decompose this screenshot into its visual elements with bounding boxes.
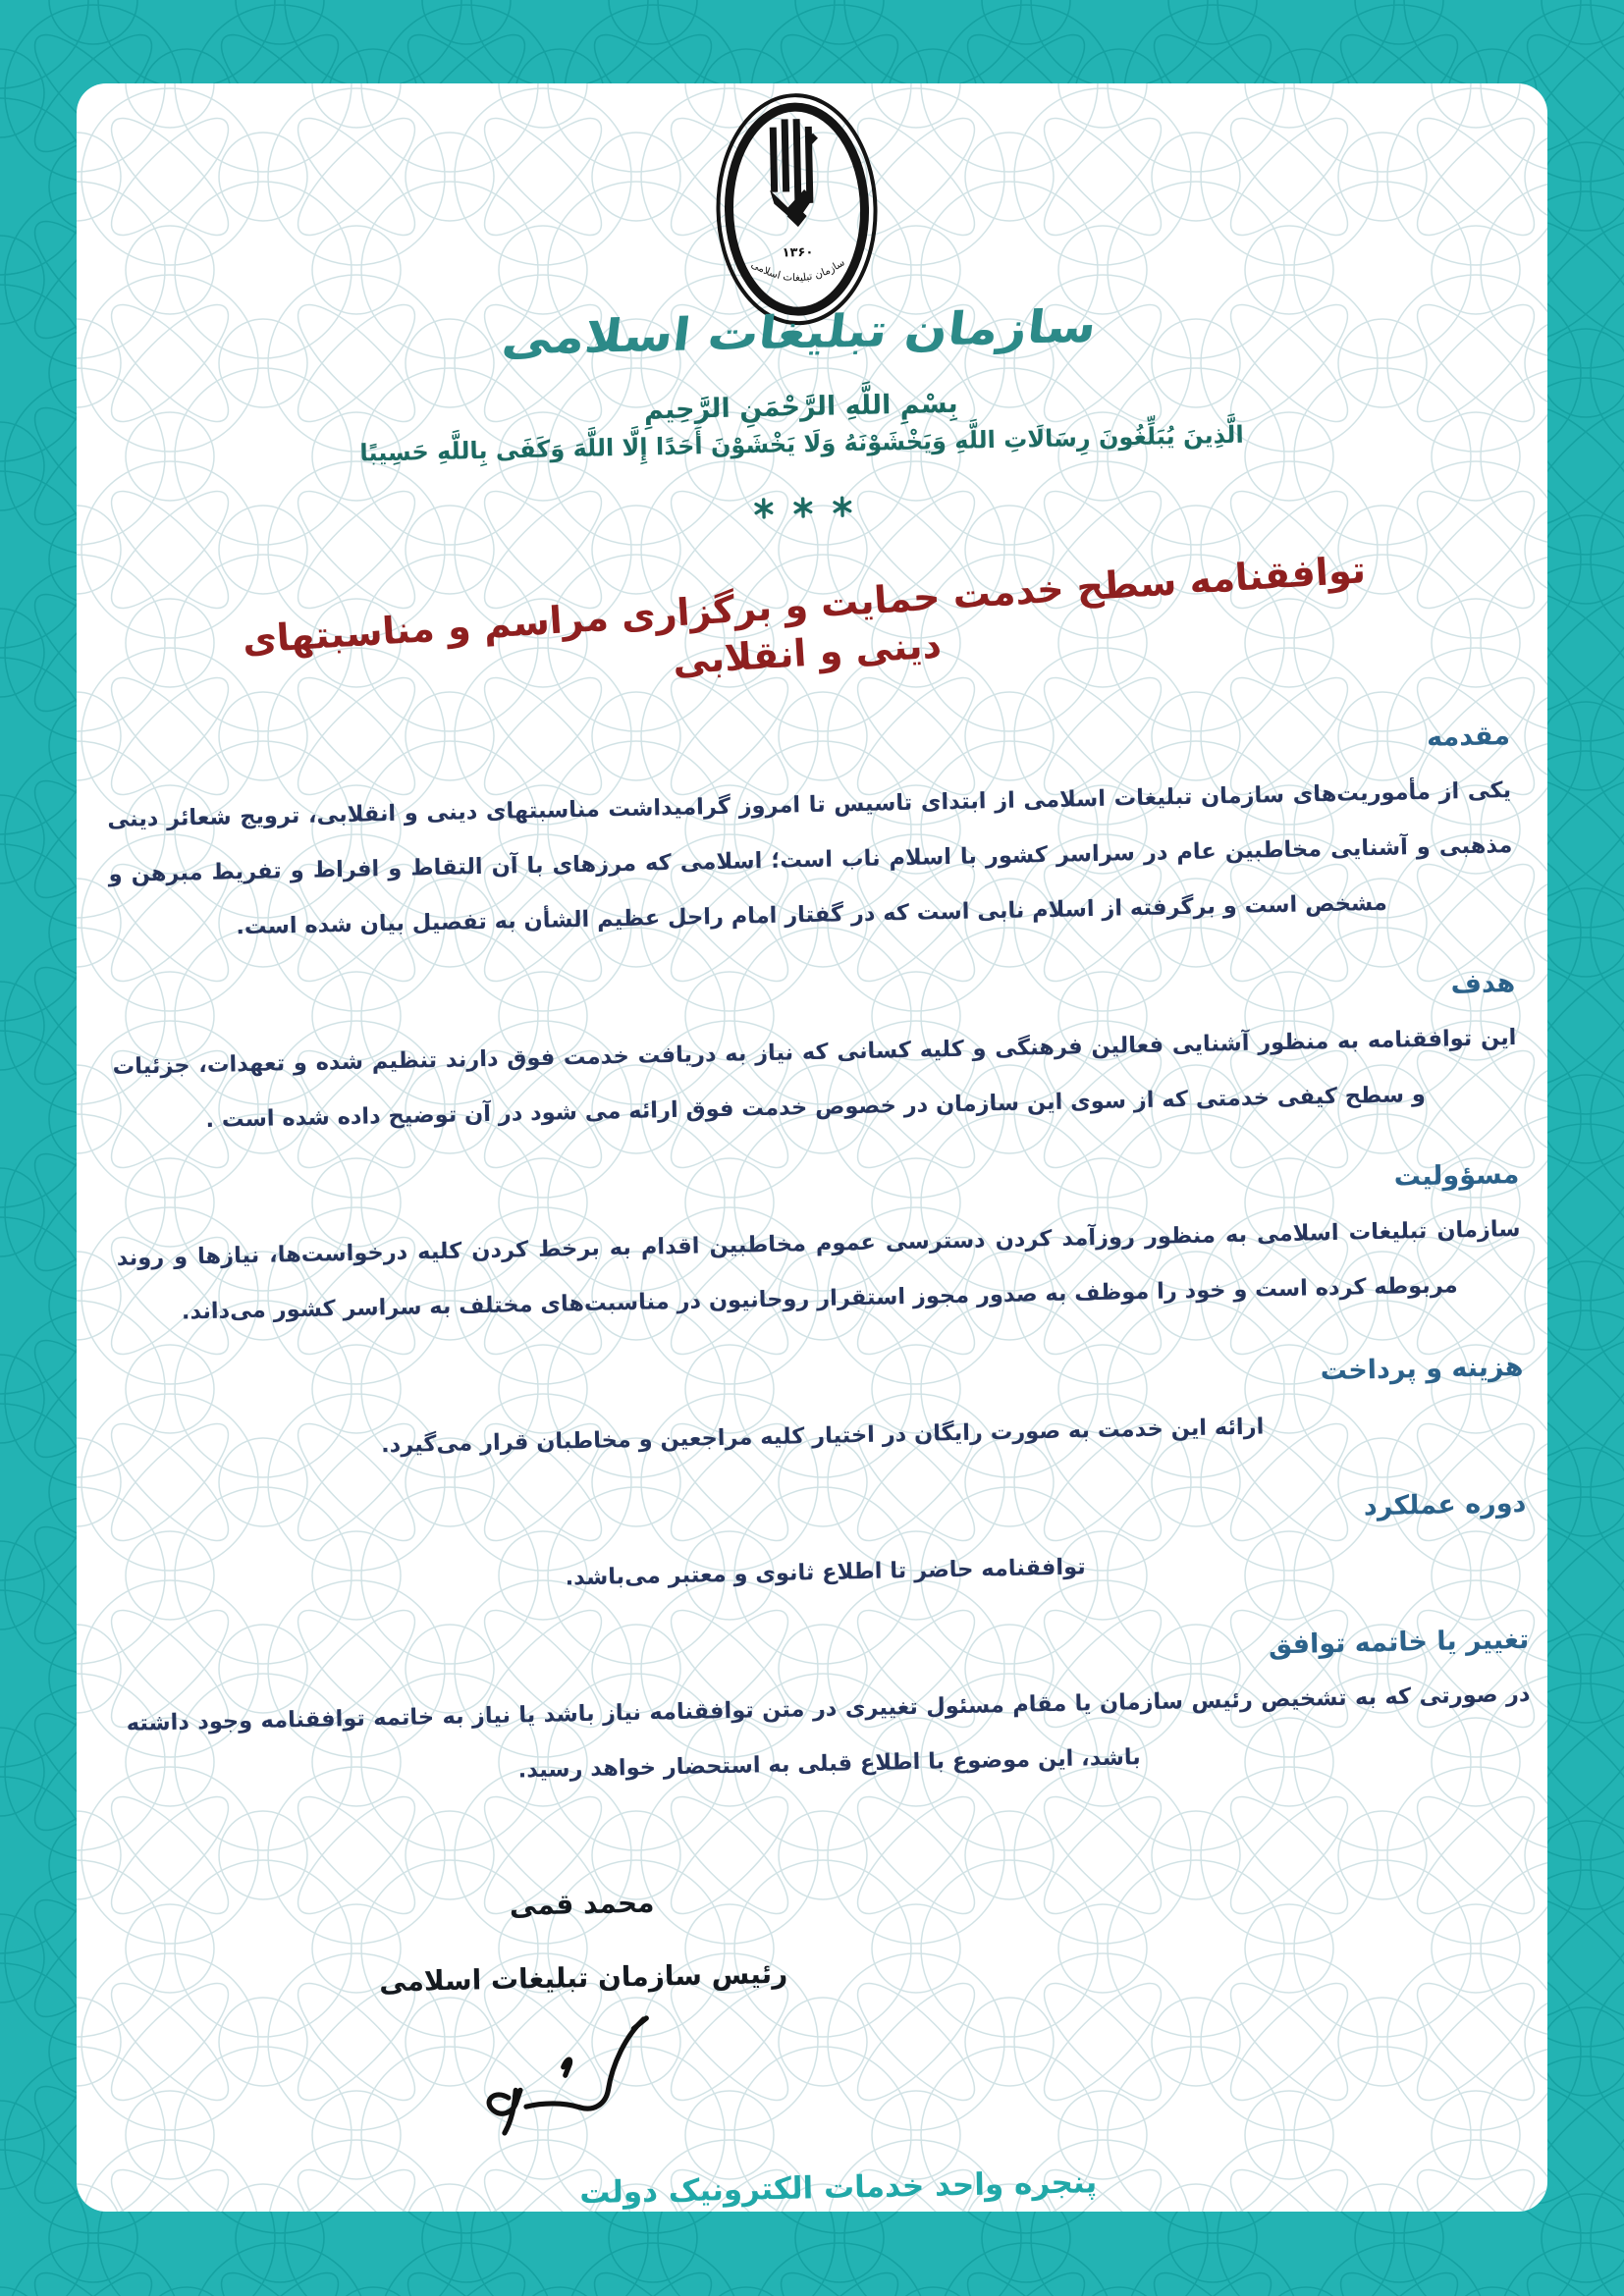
section-heading: دوره عملکرد xyxy=(1363,1487,1527,1522)
section-body: ارائه این خدمت به صورت رایگان در اختیار کلیه مراجعین و مخاطبان قرار می‌گیرد. xyxy=(380,1414,1265,1458)
bismillah-line: بِسْمِ اللَّهِ الرَّحْمَنِ الرَّحِيمِ xyxy=(643,388,958,426)
section-heading: مسؤولیت xyxy=(1393,1159,1520,1193)
section-goal xyxy=(111,968,1518,1149)
ornament-stars xyxy=(101,480,1505,539)
signature-scribble-icon xyxy=(449,2004,697,2166)
section-heading: مقدمه xyxy=(1426,720,1511,753)
section-body: در صورتی که به تشخیص رئیس سازمان یا مقام مسئول تغییری در متن توافقنامه نیاز باشد یا نیاز به خاتمه توافقنامه وجود داشته باشد، این موضوع با اطلاع قبلی به استحضار خواهد رسید. xyxy=(126,1681,1531,1784)
section-introduction xyxy=(106,721,1514,958)
document-sections xyxy=(106,721,1532,1806)
signatory-role: رئیس سازمان تبلیغات اسلامی xyxy=(378,1956,788,1998)
signature-block xyxy=(77,1873,1285,2008)
section-change-termination xyxy=(125,1625,1532,1806)
section-body: سازمان تبلیغات اسلامی به منظور روزآمد کردن دسترسی عموم مخاطبین اقدام به برخط کردن کلیه درخواست‌ها، نیازها و روند مربوطه کرده است و خود را موظف به صدور مجوز استقرار روحانیون در مناسبت‌های مختلف به سراسر کشور می‌داند. xyxy=(116,1215,1521,1325)
signatory-name: محمد قمی xyxy=(509,1886,655,1922)
star-ornament-icon xyxy=(744,494,863,522)
logo-emblem-icon xyxy=(707,85,887,333)
document-title: توافقنامه سطح خدمت حمایت و برگزاری مراسم و مناسبتهای دینی و انقلابی xyxy=(241,548,1368,683)
section-heading: هزینه و پرداخت xyxy=(1320,1351,1524,1386)
footer-text: پنجره واحد خدمات الکترونیک دولت xyxy=(578,2164,1098,2212)
section-responsibility xyxy=(115,1159,1522,1341)
paper xyxy=(77,83,1547,2212)
logo-org-small-text: سازمان تبلیغات اسلامی xyxy=(748,256,847,285)
allah-calligraphy-icon xyxy=(769,119,820,228)
section-body: یکی از مأموریت‌های سازمان تبلیغات اسلامی از ابتدای تاسیس تا امروز گرامیداشت مناسبتهای دینی و انقلابی، ترویج شعائر دینی مذهبی و آشنایی مخاطبین عام در سراسر کشور با اسلام ناب است؛ اسلامی که مرزهای با آن التقاط و افراط و تفریط مبرهن و مشخص است و برگرفته از اسلام نابی است که در گفتار امام راحل عظیم الشأن به تفصیل بیان شده است. xyxy=(107,776,1513,940)
section-performance-period xyxy=(122,1488,1528,1615)
section-body: این توافقنامه به منظور آشنایی فعالین فرهنگی و کلیه کسانی که نیاز به دریافت خدمت فوق دارند تنظیم شده و تعهدات، جزئیات و سطح کیفی خدمتی که از سوی این سازمان در خصوص خدمت فوق ارائه می شود در آن توضیح داده شده است . xyxy=(112,1024,1517,1133)
section-heading: هدف xyxy=(1450,967,1516,999)
org-calligraphy: سازمان تبلیغات اسلامی xyxy=(499,298,1100,365)
logo-year: ۱۳۶۰ xyxy=(782,244,814,261)
section-cost-payment xyxy=(119,1351,1525,1477)
quran-verse-line: الَّذِينَ يُبَلِّغُونَ رِسَالَاتِ اللَّهِ وَيَخْشَوْنَهُ وَلَا يَخْشَوْنَ أَحَدًا إِلَّا اللَّهَ وَكَفَى بِاللَّهِ حَسِيبًا xyxy=(359,420,1244,467)
section-heading: تغییر یا خاتمه توافق xyxy=(1268,1624,1530,1661)
handwritten-signature xyxy=(77,1993,1276,2183)
section-body: توافقنامه حاضر تا اطلاع ثانوی و معتبر می‌باشد. xyxy=(565,1554,1086,1591)
